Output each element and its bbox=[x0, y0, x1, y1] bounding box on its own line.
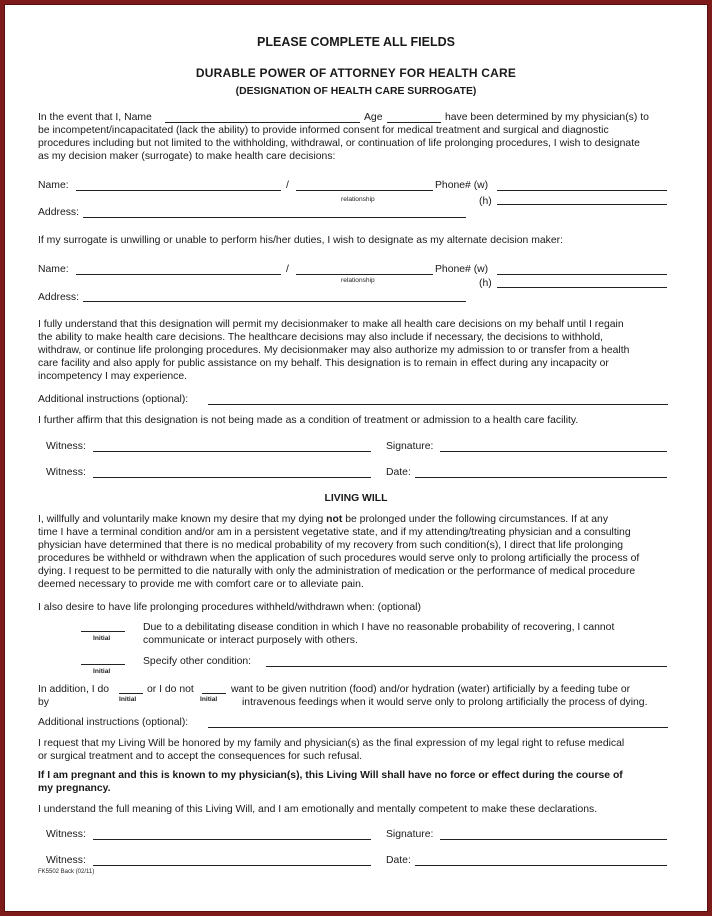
initial-caption: Initial bbox=[200, 696, 218, 703]
document-page bbox=[4, 4, 708, 912]
request-line: I request that my Living Will be honored by my family and physician(s) as the final expression of my legal right to refuse medical bbox=[38, 738, 625, 749]
option2-label: Specify other condition: bbox=[143, 656, 252, 667]
form-footer-code: FK5502 Back (02/11) bbox=[38, 869, 95, 875]
living-will-line: deemed necessary to provide me with comfort care or to alleviate pain. bbox=[38, 579, 364, 590]
surrogate-relationship-field[interactable] bbox=[296, 190, 433, 191]
living-will-line: dying. I request to be permitted to die naturally with only the administration of medication or the performance of medical procedure bbox=[38, 566, 636, 577]
lw-text: I, willfully and voluntarily make known my desire that my dying bbox=[38, 514, 327, 525]
understand-line: incompetency I may experience. bbox=[38, 371, 188, 382]
living-will-paragraph bbox=[38, 513, 672, 591]
intro-line: procedures including but not limited to the withholding, withdrawal, or continuation of life prolonging procedures, I wish to designate bbox=[38, 138, 640, 149]
pregnancy-line: If I am pregnant and this is known to my physician(s), this Living Will shall have no force or effect during the course of bbox=[38, 770, 623, 781]
relationship-caption: relationship bbox=[341, 196, 375, 203]
date-label: Date: bbox=[386, 467, 411, 478]
witness-4-field[interactable] bbox=[93, 865, 371, 866]
addition-b: or I do not bbox=[147, 684, 194, 695]
understand-line: the ability to make health care decisions. The healthcare decisions may also include if necessary, the decisions to withhold, bbox=[38, 332, 604, 343]
date-label: Date: bbox=[386, 855, 411, 866]
initial-caption: Initial bbox=[119, 696, 137, 703]
signature-label: Signature: bbox=[386, 829, 434, 840]
slash: / bbox=[286, 264, 289, 275]
alternate-phone-work-field[interactable] bbox=[497, 274, 667, 275]
addition-line2: intravenous feedings when it would serve only to prolong artificially the process of dying. bbox=[242, 697, 648, 708]
alternate-address-label: Address: bbox=[38, 292, 80, 303]
alternate-name-field[interactable] bbox=[76, 274, 281, 275]
witness-1-field[interactable] bbox=[93, 451, 371, 452]
living-will-heading: LIVING WILL bbox=[324, 493, 388, 504]
alternate-phone-home-field[interactable] bbox=[497, 287, 667, 288]
relationship-caption: relationship bbox=[341, 277, 375, 284]
understand-paragraph bbox=[38, 318, 672, 383]
additional-instructions-label-2: Additional instructions (optional): bbox=[38, 717, 189, 728]
initial-field-do-not[interactable] bbox=[202, 693, 226, 694]
phone-home-label: (h) bbox=[479, 196, 492, 207]
date-1-field[interactable] bbox=[415, 477, 667, 478]
pregnancy-clause bbox=[38, 769, 672, 795]
request-line: or surgical treatment and to accept the consequences for such refusal. bbox=[38, 751, 363, 762]
addition-by: by bbox=[38, 697, 49, 708]
form-title: DURABLE POWER OF ATTORNEY FOR HEALTH CARE bbox=[195, 66, 517, 80]
initial-field-option2[interactable] bbox=[81, 664, 125, 665]
form-subtitle: (DESIGNATION OF HEALTH CARE SURROGATE) bbox=[235, 86, 477, 97]
age-field[interactable] bbox=[387, 122, 441, 123]
principal-name-field[interactable] bbox=[165, 122, 360, 123]
option1-line1: Due to a debilitating disease condition in which I have no reasonable probability of recovering, I cannot bbox=[143, 622, 615, 633]
surrogate-name-field[interactable] bbox=[76, 190, 281, 191]
initial-field-do[interactable] bbox=[119, 693, 143, 694]
lw-text: be prolonged under the following circumstances. If at any bbox=[342, 514, 609, 525]
witness-label: Witness: bbox=[46, 855, 86, 866]
please-complete-heading: PLEASE COMPLETE ALL FIELDS bbox=[257, 35, 455, 49]
intro-prefix: In the event that I, Name bbox=[38, 112, 152, 123]
additional-instructions-label: Additional instructions (optional): bbox=[38, 394, 189, 405]
alternate-intro: If my surrogate is unwilling or unable to perform his/her duties, I wish to designate as my alternate decision maker: bbox=[38, 235, 563, 246]
addition-a: In addition, I do bbox=[38, 684, 110, 695]
intro-suffix: have been determined by my physician(s) to bbox=[445, 112, 649, 123]
option1-line2: communicate or interact purposely with others. bbox=[143, 635, 358, 646]
understand-line: withdraw, or continue life prolonging procedures. My decisionmaker may also authorize my admission to or transfer from a health bbox=[38, 345, 630, 356]
phone-work-label: Phone# (w) bbox=[435, 180, 489, 191]
witness-label: Witness: bbox=[46, 467, 86, 478]
age-label: Age bbox=[364, 112, 383, 123]
phone-home-label: (h) bbox=[479, 278, 492, 289]
affirm-statement: I further affirm that this designation is not being made as a condition of treatment or admission to a health care facility. bbox=[38, 415, 579, 426]
surrogate-phone-home-field[interactable] bbox=[497, 204, 667, 205]
pregnancy-line: my pregnancy. bbox=[38, 783, 111, 794]
competency-statement: I understand the full meaning of this Living Will, and I am emotionally and mentally competent to make these declarations. bbox=[38, 804, 598, 815]
living-will-line: procedures be withheld or withdrawn when the application of such procedures would serve only to prolong artificially the process of bbox=[38, 553, 640, 564]
lw-not-emphasis: not bbox=[326, 514, 343, 525]
addition-c: want to be given nutrition (food) and/or hydration (water) artificially by a feeding tube or bbox=[231, 684, 631, 695]
living-will-line: time I have a terminal condition and/or am in a persistent vegetative state, and if my attending/treating physician and a consulting bbox=[38, 527, 631, 538]
signature-label: Signature: bbox=[386, 441, 434, 452]
witness-label: Witness: bbox=[46, 829, 86, 840]
intro-line: be incompetent/incapacitated (lack the ability) to provide informed consent for medical treatment and surgical and diagnostic bbox=[38, 125, 609, 136]
date-2-field[interactable] bbox=[415, 865, 667, 866]
additional-instructions-field[interactable] bbox=[208, 404, 668, 405]
understand-line: care facility and also apply for public assistance on my behalf. This designation is to remain in effect during any incapacity or bbox=[38, 358, 609, 369]
alternate-name-label: Name: bbox=[38, 264, 69, 275]
initial-caption: Initial bbox=[93, 668, 111, 675]
alternate-address-field[interactable] bbox=[83, 301, 466, 302]
initial-field-option1[interactable] bbox=[81, 631, 125, 632]
phone-work-label: Phone# (w) bbox=[435, 264, 489, 275]
intro-paragraph bbox=[38, 124, 672, 163]
witness-2-field[interactable] bbox=[93, 477, 371, 478]
living-will-line: physician have determined that there is no medical probability of my recovery from such condition(s), I direct that life prolonging bbox=[38, 540, 624, 551]
surrogate-name-label: Name: bbox=[38, 180, 69, 191]
additional-instructions-field-2[interactable] bbox=[208, 727, 668, 728]
slash: / bbox=[286, 180, 289, 191]
living-will-line bbox=[38, 513, 672, 526]
signature-1-field[interactable] bbox=[440, 451, 667, 452]
alternate-relationship-field[interactable] bbox=[296, 274, 433, 275]
initial-caption: Initial bbox=[93, 635, 111, 642]
witness-label: Witness: bbox=[46, 441, 86, 452]
surrogate-phone-work-field[interactable] bbox=[497, 190, 667, 191]
request-paragraph bbox=[38, 737, 672, 763]
witness-3-field[interactable] bbox=[93, 839, 371, 840]
signature-2-field[interactable] bbox=[440, 839, 667, 840]
other-condition-field[interactable] bbox=[266, 666, 667, 667]
understand-line: I fully understand that this designation will permit my decisionmaker to make all health care decisions on my behalf until I regain bbox=[38, 319, 624, 330]
intro-line: as my decision maker (surrogate) to make health care decisions: bbox=[38, 151, 336, 162]
surrogate-address-field[interactable] bbox=[83, 217, 466, 218]
desire-statement: I also desire to have life prolonging procedures withheld/withdrawn when: (optional) bbox=[38, 602, 421, 613]
surrogate-address-label: Address: bbox=[38, 207, 80, 218]
